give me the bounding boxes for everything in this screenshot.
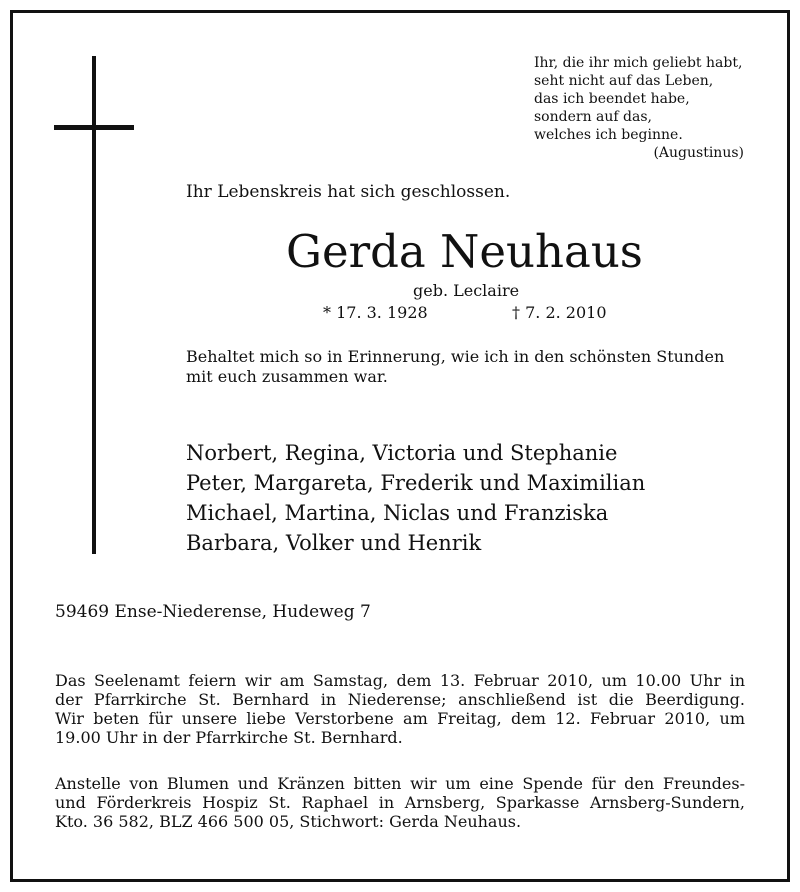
quote-line: welches ich beginne. — [534, 127, 683, 143]
memory-line: mit euch zusammen war. — [186, 367, 388, 386]
service-line: Wir beten für unsere liebe Verstorbene am Freitag, dem 12. Februar 2010, um — [55, 709, 745, 728]
family-line: Michael, Martina, Niclas und Franziska — [186, 501, 609, 525]
deceased-name: Gerda Neuhaus — [286, 225, 643, 278]
quote-line: seht nicht auf das Leben, — [534, 73, 714, 89]
quote-author: (Augustinus) — [653, 145, 744, 161]
family-list — [186, 438, 645, 558]
donation-line: Anstelle von Blumen und Kränzen bitten wir um eine Spende für den Freundes- — [55, 774, 745, 793]
address: 59469 Ense-Niederense, Hudeweg 7 — [55, 602, 371, 622]
family-line: Norbert, Regina, Victoria und Stephanie — [186, 441, 618, 465]
cross-icon — [92, 56, 96, 554]
service-line: der Pfarrkirche St. Bernhard in Niederense; anschließend ist die Beerdigung. — [55, 690, 745, 709]
cross-bar — [54, 125, 134, 130]
intro-text: Ihr Lebenskreis hat sich geschlossen. — [186, 182, 511, 202]
service-notice — [55, 671, 745, 747]
service-line: 19.00 Uhr in der Pfarrkirche St. Bernhard. — [55, 728, 403, 747]
quote-line: das ich beendet habe, — [534, 91, 690, 107]
quote-line: sondern auf das, — [534, 109, 652, 125]
service-line: Das Seelenamt feiern wir am Samstag, dem 13. Februar 2010, um 10.00 Uhr in — [55, 671, 745, 690]
family-line: Peter, Margareta, Frederik und Maximilian — [186, 471, 646, 495]
memory-text — [186, 347, 756, 387]
quote — [534, 54, 754, 162]
donation-line: und Förderkreis Hospiz St. Raphael in Arnsberg, Sparkasse Arnsberg-Sundern, — [55, 793, 745, 812]
memory-line: Behaltet mich so in Erinnerung, wie ich in den schönsten Stunden — [186, 347, 725, 366]
maiden-name: geb. Leclaire — [413, 281, 520, 300]
quote-line: Ihr, die ihr mich geliebt habt, — [534, 55, 743, 71]
birth-date: * 17. 3. 1928 — [323, 303, 428, 322]
death-date: † 7. 2. 2010 — [512, 303, 607, 322]
family-line: Barbara, Volker und Henrik — [186, 531, 482, 555]
donation-line: Kto. 36 582, BLZ 466 500 05, Stichwort: Gerda Neuhaus. — [55, 812, 522, 831]
donation-notice — [55, 774, 745, 831]
